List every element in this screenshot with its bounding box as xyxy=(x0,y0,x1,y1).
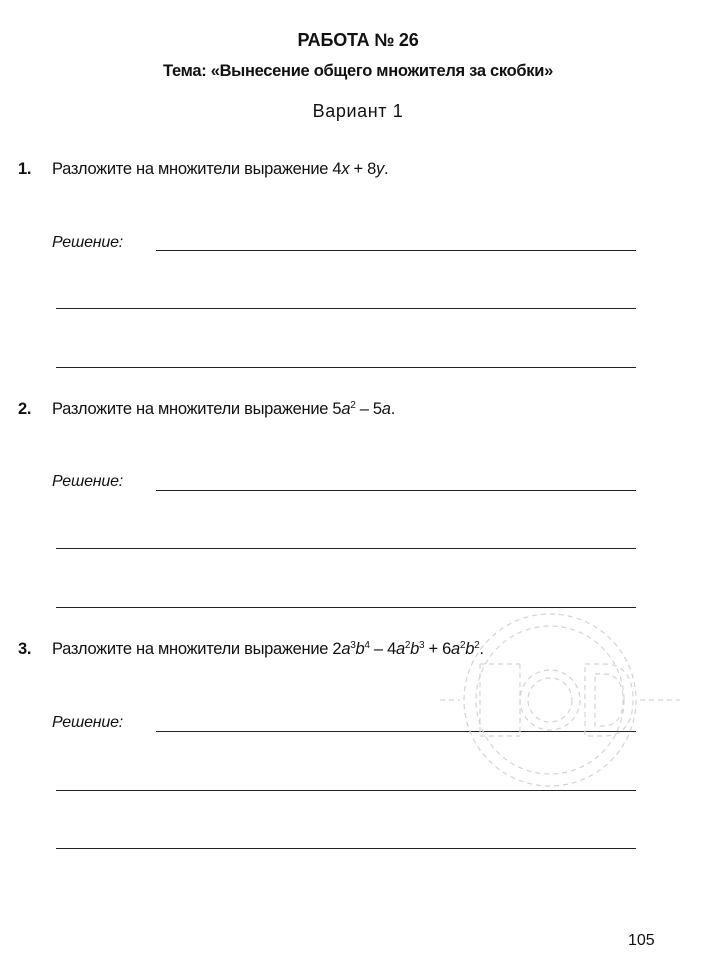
task-text: Разложите на множители выражение xyxy=(52,640,329,658)
task-number: 2. xyxy=(18,400,32,418)
task-number: 1. xyxy=(18,160,32,178)
answer-line[interactable] xyxy=(156,490,636,491)
page-number: 105 xyxy=(628,932,655,949)
answer-line[interactable] xyxy=(56,308,636,309)
topic-line: Тема: «Вынесение общего множителя за скобки» xyxy=(163,62,553,80)
watermark-stamp-icon xyxy=(420,604,690,794)
task-expression: $5a^2 - 5a$. xyxy=(332,400,395,418)
solution-label: Решение: xyxy=(52,473,124,490)
task-text: Разложите на множители выражение xyxy=(52,400,329,418)
task-text: Разложите на множители выражение xyxy=(52,160,329,178)
answer-line[interactable] xyxy=(156,250,636,251)
task-3 xyxy=(18,640,484,659)
answer-line[interactable] xyxy=(56,848,636,849)
answer-line[interactable] xyxy=(56,367,636,368)
task-1 xyxy=(18,160,388,179)
task-expression: 4x + 8y. xyxy=(332,160,389,178)
variant-label: Вариант 1 xyxy=(312,101,404,121)
solution-label: Решение: xyxy=(52,714,124,731)
task-2 xyxy=(18,400,395,419)
task-number: 3. xyxy=(18,640,32,658)
page-title: РАБОТА № 26 xyxy=(297,30,419,50)
solution-label: Решение: xyxy=(52,234,124,251)
task-expression: $2a^3b^4 - 4a^2b^3 + 6a^2b^2$. xyxy=(332,640,484,658)
answer-line[interactable] xyxy=(56,548,636,549)
